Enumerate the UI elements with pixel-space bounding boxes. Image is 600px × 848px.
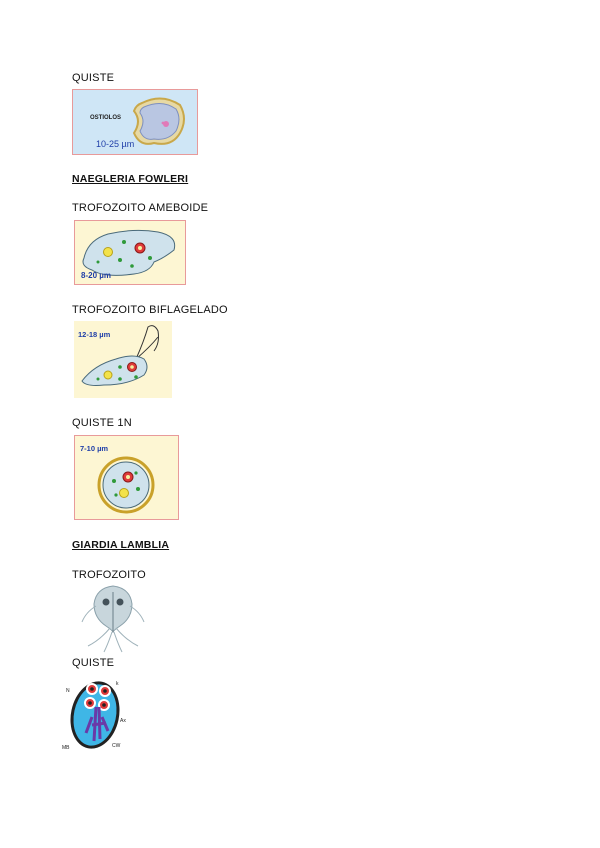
label-mb: MB (62, 745, 70, 751)
figure-giardia-quiste (62, 677, 136, 753)
measure-label: 8-20 µm (81, 271, 111, 280)
caption-trofozoito: TROFOZOITO (72, 569, 146, 581)
label-k: k (116, 681, 119, 687)
caption-quiste-giardia: QUISTE (72, 657, 115, 669)
figure-trofozoito-biflagelado (74, 321, 172, 398)
figure-quiste-1n (74, 435, 179, 520)
measure-label: 10-25 µm (96, 139, 135, 149)
caption-quiste-1: QUISTE (72, 72, 115, 84)
heading-naegleria-fowleri: NAEGLERIA FOWLERI (72, 173, 189, 185)
label-n: N (66, 688, 70, 694)
label-ostiolos: OSTIOLOS (90, 115, 122, 121)
figure-trofozoito-ameboide (74, 220, 186, 285)
heading-giardia-lamblia: GIARDIA LAMBLIA (72, 539, 170, 551)
label-ax: Ax (120, 718, 126, 724)
caption-quiste-1n: QUISTE 1N (72, 417, 132, 429)
caption-trofozoito-biflagelado: TROFOZOITO BIFLAGELADO (72, 304, 228, 316)
caption-trofozoito-ameboide: TROFOZOITO AMEBOIDE (72, 202, 209, 214)
figure-giardia-trofozoito (80, 582, 146, 654)
label-cw: CW (112, 743, 121, 749)
figure-quiste-acanthamoeba (72, 89, 198, 155)
measure-label: 7-10 µm (80, 444, 109, 453)
measure-label: 12-18 µm (78, 330, 111, 339)
